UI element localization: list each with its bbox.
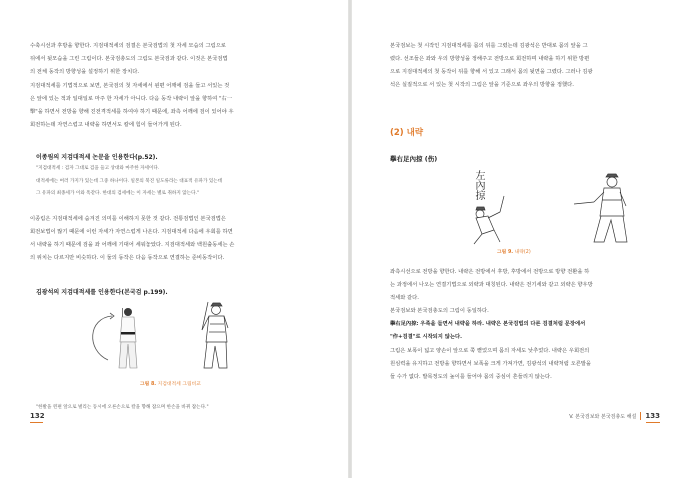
text-line: 본국검보와 본국검총도의 그림이 동일하다.	[390, 308, 489, 314]
text-line: 그림은 보폭이 넓고 양손이 앞으로 쭉 뻗었으며 몸의 자세도 낮추었다. 내략은 우회전의	[390, 348, 590, 354]
swordsman-drawings	[86, 298, 266, 376]
quote-line: "지검대적세 : 검자 그대로 검을 들고 상대와 마주한 자세이다.	[36, 166, 160, 171]
figure-inscription: 左內掠	[473, 170, 484, 200]
text-line: 으로 지검대적세의 첫 동작이 뒤를 향해 서 있고 그래서 몸의 뒷면을 그렸다. 그러나 김광	[390, 69, 593, 76]
text-line: 의 전체 동작의 방향성을 설정하기 위한 장치다.	[30, 69, 140, 76]
text-line: 수축시선과 후방을 향한다. 지검대적세의 검결은 본국검법의 첫 자세 모습의 그림으로	[30, 43, 226, 49]
quote-line: 대적세에는 여러 가지가 있는데 그중 하나이다. 일본의 북진 일도류라는 대표적 유파가 있는데	[36, 178, 223, 184]
text-line: 본국검보는 첫 시작인 지검대적세를 몸의 뒤를 그렸는데 김광석은 반대로 몸의 앞을 그	[390, 43, 588, 49]
text-line: 擧右足內掠: 우족을 들면서 내략을 하라. 내략은 본국검법의 다른 검결처럼 문장에서	[390, 321, 586, 327]
left-folio	[30, 409, 45, 423]
text-line: 擊"을 하면서 전방을 향해 진전격적세를 하여야 하기 때문에, 좌측 어깨에 검이 있어야 우	[30, 109, 234, 116]
text-line: 좌측시선으로 전방을 향한다. 내략은 전방에서 후방, 후방에서 전방으로 방향 전환을 하	[390, 269, 590, 275]
right-paragraph-2	[390, 266, 680, 305]
text-line: 석은 실질적으로 서 있는 첫 시작의 그림은 앞을 기준으로 좌우의 방향을 정했다.	[390, 82, 574, 89]
figure-label: 그림 8.	[140, 382, 157, 387]
page-number: 132	[30, 412, 45, 420]
figure-caption-text: 지검대적세 그림비교	[157, 382, 201, 387]
right-paragraph-1	[390, 40, 680, 92]
citation-title-1: 이종림의 지검대적세 논문을 인용한다(p.52).	[36, 154, 158, 161]
citation-quote-2	[36, 402, 328, 415]
move-title: 擧右足內掠 (伤)	[390, 155, 438, 163]
text-line: 뒤에서 뒷모습을 그린 그림이다. 본국검총도의 그림도 본국검과 같다. 이것은 본국검법	[30, 56, 228, 63]
text-line: 는 과정에서 나오는 연결기법으로 외략과 대칭된다. 내략은 전기세와 같고 외략은 향우방	[390, 282, 593, 289]
right-paragraph-5	[390, 345, 680, 384]
right-folio	[569, 409, 660, 423]
folio-divider	[640, 412, 641, 420]
folio-rule	[30, 422, 43, 423]
text-line: 들 수가 없다. 발목정도의 높이를 들어야 몸의 중심이 흔들리지 않는다.	[390, 374, 552, 381]
text-line: 렸다. 선조들은 좌와 우의 방향성을 정해주고 전방으로 회전하며 내략을 하기 위한 방편	[390, 56, 590, 63]
text-line: 이종림은 지검대적세에 숨겨진 의미를 이해하지 못한 것 같다. 전통검법인 본국검법은	[30, 216, 226, 222]
text-line: 은 앞에 있는 적과 일대일로 마주 한 자세가 아니다. 다음 동작 내략이 앞을 향하여 "右一	[30, 96, 233, 103]
left-page	[0, 0, 348, 478]
text-line: 회전하는데 자연스럽고 내략을 하면서도 칼에 힘이 들어가게 된다.	[30, 122, 182, 129]
right-paragraph-3	[390, 305, 680, 318]
text-line: 적세와 같다.	[390, 295, 419, 302]
right-paragraph-4	[390, 318, 680, 344]
text-line: 서 내략을 하기 때문에 검을 좌 어깨에 기대어 세워놓았다. 지검대적세와 백원출동세는 손	[30, 242, 235, 249]
running-header: V. 본국검보와 본국검총도 해설	[569, 413, 637, 420]
section-heading: (2) 내략	[390, 128, 424, 138]
text-line: 지검대적세를 기법적으로 보면, 본국검의 첫 자세에서 왼편 어깨에 검을 들고 서있는 것	[30, 83, 230, 89]
figure-caption-text: 내략(2)	[514, 250, 531, 255]
left-paragraph-1	[30, 40, 322, 79]
figure-9-caption	[497, 248, 531, 255]
page-number: 133	[645, 412, 660, 420]
quote-line: "한발을 왼편 앞으로 벌리는 동시에 오른손으로 칼을 향해 잡으며 한손을 바뀌 잡는다."	[36, 405, 209, 410]
text-line: "作+검결"로 시작되지 않는다.	[390, 334, 462, 341]
citation-quote-1	[36, 163, 328, 201]
quote-line: 그 유파의 최종세가 이와 똑같다. 한대의 검세에는 이 자세는 별로 취하지 않는다."	[36, 191, 200, 196]
left-paragraph-3	[30, 213, 322, 265]
text-line: 원심력을 유지하고 전방을 향하면서 보폭을 크게 가져가면, 김광석의 내략처럼 오른발을	[390, 361, 592, 368]
figure-9-illustration	[454, 166, 638, 246]
citation-title-2: 김광석의 지검대적세를 인용한다(본국검 p.199).	[36, 289, 168, 296]
right-page	[352, 0, 700, 478]
figure-8-caption	[140, 380, 201, 387]
figure-8-illustration	[86, 298, 266, 376]
figure-label: 그림 9.	[497, 250, 514, 255]
text-line: 회전보법이 많기 때문에 이런 자세가 자연스럽게 나온다. 지검대적세 다음에 우회를 하면	[30, 229, 233, 236]
text-line: 의 위치는 다르지만 비슷하다. 이 둘의 동작은 다음 동작으로 연결하는 준비동작이다.	[30, 255, 225, 262]
folio-rule	[646, 422, 660, 423]
left-paragraph-2	[30, 80, 322, 132]
